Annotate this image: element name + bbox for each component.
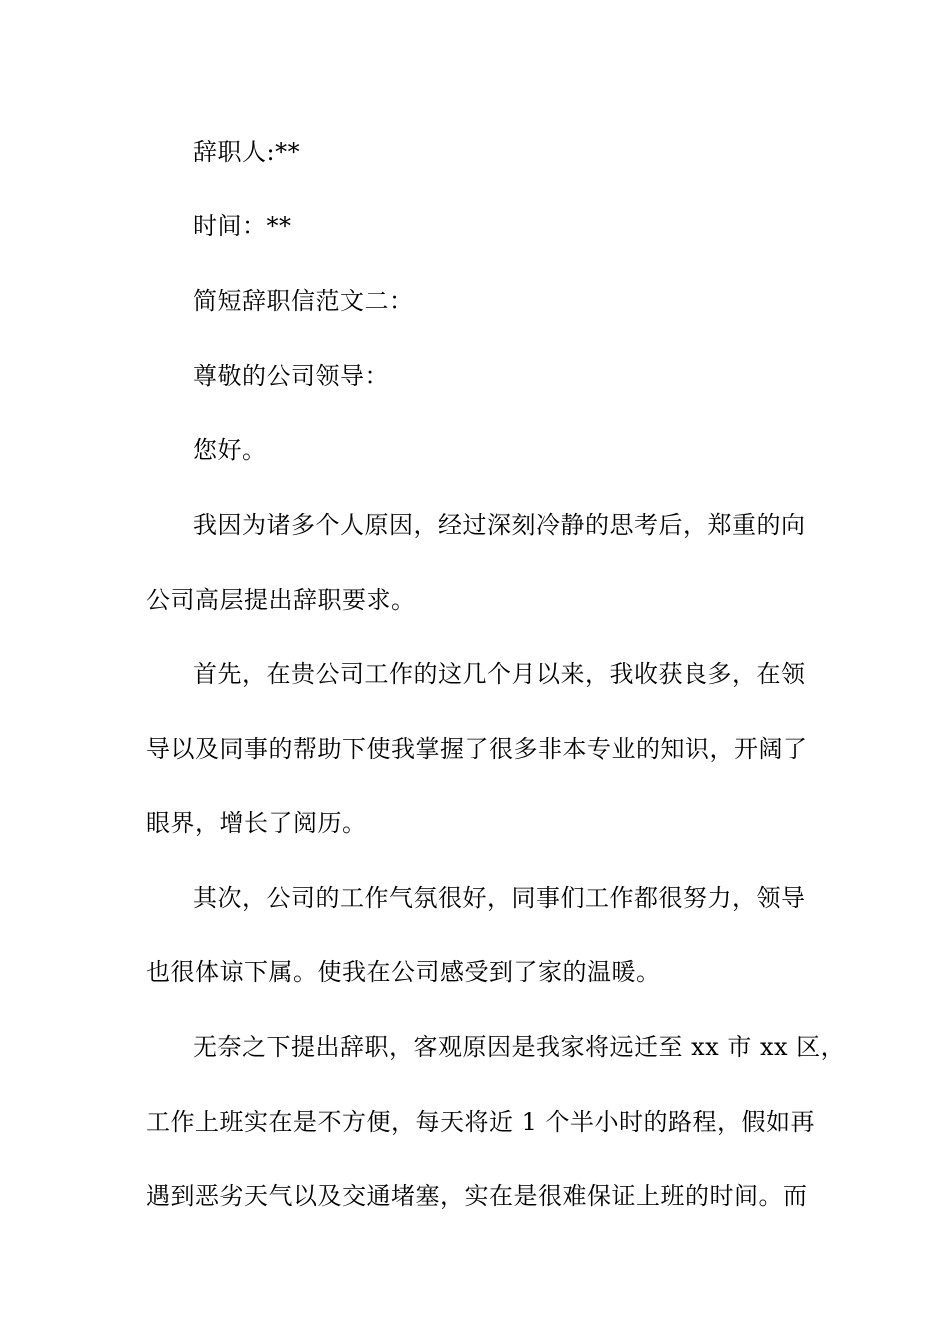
paragraph-line: 也很体谅下属。使我在公司感受到了家的温暖。	[146, 958, 661, 986]
greeting: 您好。	[193, 436, 267, 464]
section-heading: 简短辞职信范文二：	[193, 287, 414, 315]
paragraph-line: 工作上班实在是不方便，每天将近 1 个半小时的路程，假如再	[146, 1108, 816, 1136]
paragraph-line: 其次，公司的工作气氛很好，同事们工作都很努力，领导	[193, 884, 806, 912]
signature-line: 辞职人:**	[193, 138, 301, 166]
paragraph-line: 无奈之下提出辞职，客观原因是我家将远迁至 xx 市 xx 区，	[193, 1033, 846, 1061]
paragraph-line: 遇到恶劣天气以及交通堵塞，实在是很难保证上班的时间。而	[146, 1182, 808, 1210]
paragraph-line: 导以及同事的帮助下使我掌握了很多非本专业的知识，开阔了	[146, 735, 808, 763]
paragraph-line: 我因为诸多个人原因，经过深刻冷静的思考后，郑重的向	[193, 511, 806, 539]
paragraph-line: 眼界，增长了阅历。	[146, 809, 367, 837]
salutation: 尊敬的公司领导：	[193, 362, 389, 390]
date-line: 时间：**	[193, 212, 292, 240]
paragraph-line: 公司高层提出辞职要求。	[146, 586, 416, 614]
paragraph-line: 首先，在贵公司工作的这几个月以来，我收获良多，在领	[193, 660, 806, 688]
